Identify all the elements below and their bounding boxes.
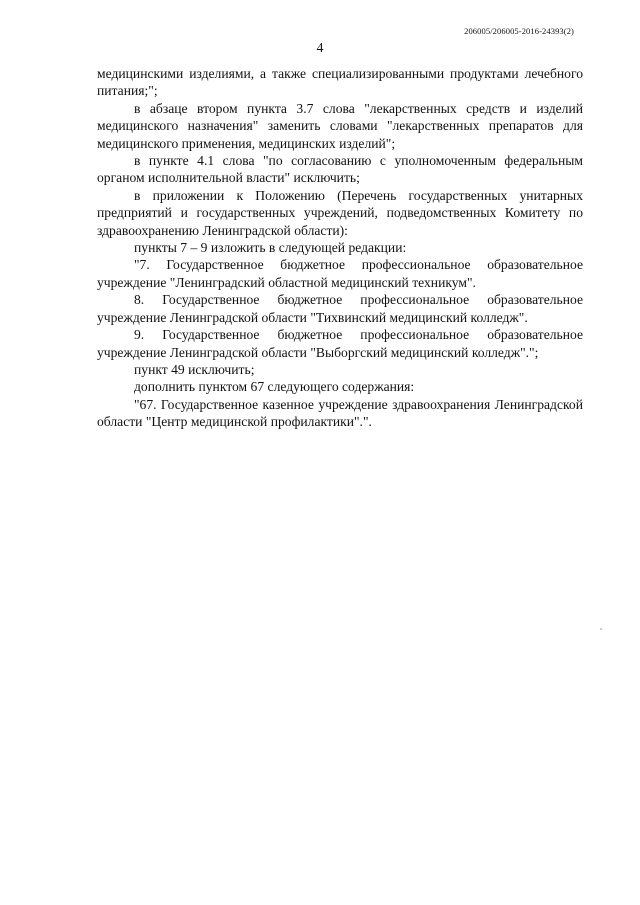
scan-artifact — [600, 628, 602, 630]
document-body — [97, 65, 583, 431]
paragraph-appendix-intro: в приложении к Положению (Перечень государственных унитарных предприятий и государственных учреждений, подведомственных Комитету по здравоохранению Ленинградской области): — [97, 187, 583, 238]
paragraph-item-67: "67. Государственное казенное учреждение здравоохранения Ленинградской области "Центр медицинской профилактики".". — [97, 396, 583, 430]
paragraph-item-9: 9. Государственное бюджетное профессиональное образовательное учреждение Ленинградской области "Выборгский медицинский колледж"."; — [97, 327, 583, 360]
document-id: 206005/206005-2016-24393(2) — [464, 26, 574, 36]
paragraph-amend-3-7: в абзаце втором пункта 3.7 слова "лекарственных средств и изделий медицинского назначения" заменить словами "лекарственных препаратов для медицинского применения, медицинских изделий"; — [97, 100, 583, 151]
paragraph-item-7: "7. Государственное бюджетное профессиональное образовательное учреждение "Ленинградский областной медицинский техникум". — [97, 257, 583, 290]
paragraph-item-8: 8. Государственное бюджетное профессиональное образовательное учреждение Ленинградской области "Тихвинский медицинский колледж". — [97, 292, 583, 325]
paragraph-items-7-9-intro: пункты 7 – 9 изложить в следующей редакции: — [134, 240, 407, 256]
paragraph-continuation: медицинскими изделиями, а также специализированными продуктами лечебного питания;"; — [97, 66, 583, 99]
paragraph-item-67-intro: дополнить пунктом 67 следующего содержания: — [134, 379, 415, 395]
paragraph-item-49-remove: пункт 49 исключить; — [134, 361, 255, 377]
page-number: 4 — [316, 40, 324, 55]
paragraph-amend-4-1: в пункте 4.1 слова "по согласованию с уполномоченным федеральным органом исполнительной власти" исключить; — [97, 153, 583, 186]
